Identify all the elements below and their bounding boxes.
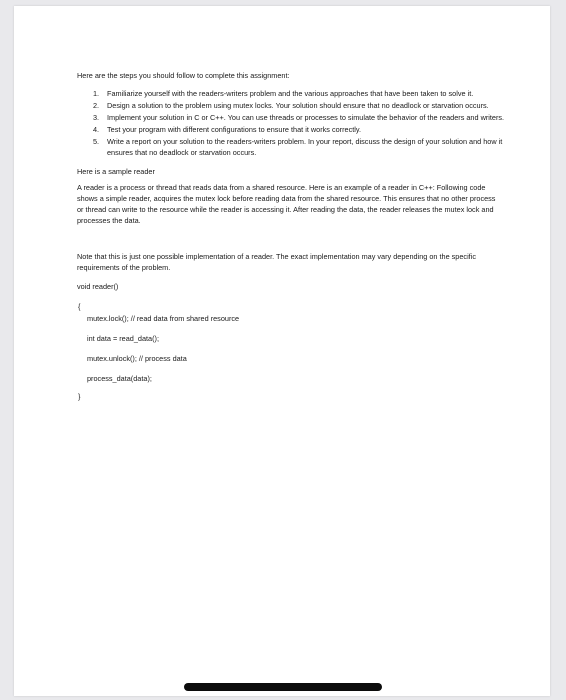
sample-paragraph: A reader is a process or thread that reads data from a shared resource. Here is an example of a reader in C++: Following code shows a simple reader, acquires the mutex lock before reading data from the shared resource. This ensures that no other process or thread can write to the resource while the reader is accessing it. After reading the data, the reader releases the mutex lock and processes the data. <box>77 183 496 225</box>
code-close-brace: } <box>78 392 81 401</box>
step-text: Implement your solution in C or C++. You can use threads or processes to simulate the behavior of the readers and writers. <box>107 113 505 122</box>
page-content <box>77 70 507 402</box>
step-text: Test your program with different configurations to ensure that it works correctly. <box>107 125 362 134</box>
step-text: Design a solution to the problem using mutex locks. Your solution should ensure that no deadlock or starvation occurs. <box>107 101 489 110</box>
document-page[interactable] <box>14 6 550 696</box>
step-number: 2. <box>93 101 100 110</box>
code-open-brace: { <box>78 302 81 311</box>
step-text: Write a report on your solution to the readers-writers problem. In your report, discuss the design of your solution and how it ensures that no deadlock or starvation occurs. <box>107 137 503 157</box>
steps-list <box>77 88 507 158</box>
code-line: mutex.lock(); // read data from shared resource <box>87 314 240 323</box>
step-number: 3. <box>93 113 100 122</box>
code-signature: void reader() <box>77 282 119 291</box>
intro-text: Here are the steps you should follow to complete this assignment: <box>77 71 290 80</box>
step-number: 5. <box>93 137 100 146</box>
code-line: mutex.unlock(); // process data <box>87 354 187 363</box>
home-indicator-bar[interactable] <box>184 683 382 691</box>
step-item <box>77 112 507 123</box>
note-paragraph: Note that this is just one possible implementation of a reader. The exact implementation may vary depending on the specific requirements of the problem. <box>77 252 476 272</box>
step-item <box>77 100 507 111</box>
step-item <box>77 124 507 135</box>
step-number: 4. <box>93 125 100 134</box>
step-item <box>77 88 507 99</box>
code-line: process_data(data); <box>87 374 152 383</box>
sample-heading: Here is a sample reader <box>77 167 155 176</box>
step-item <box>77 136 507 158</box>
step-text: Familiarize yourself with the readers-writers problem and the various approaches that have been taken to solve it. <box>107 89 474 98</box>
step-number: 1. <box>93 89 100 98</box>
code-line: int data = read_data(); <box>87 334 160 343</box>
